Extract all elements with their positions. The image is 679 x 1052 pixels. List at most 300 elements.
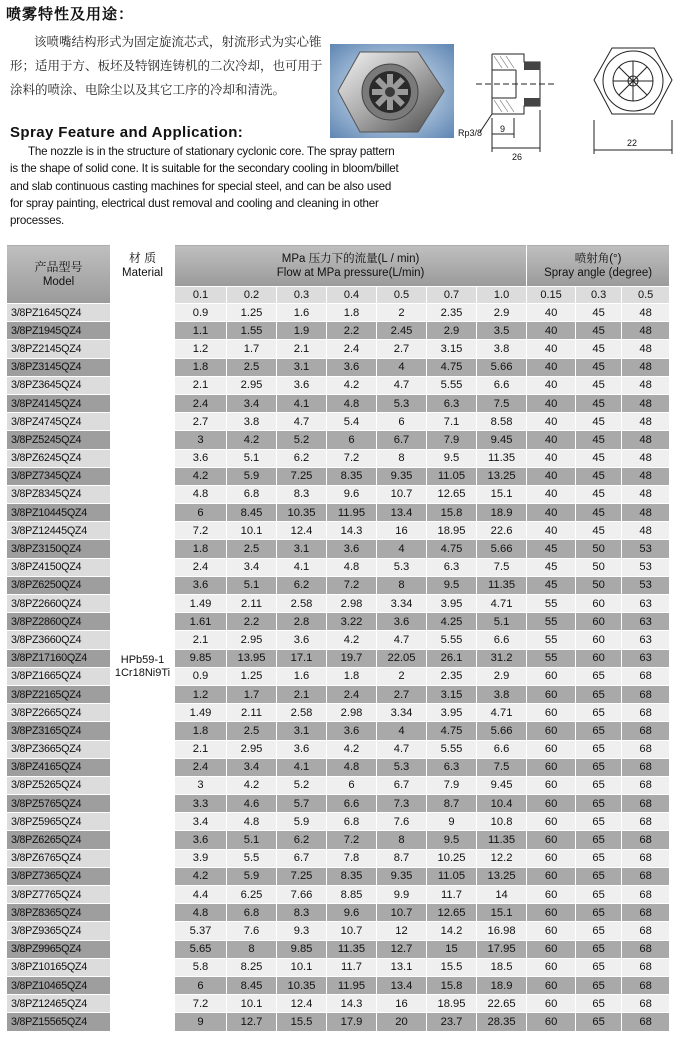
value-cell: 60 [576, 613, 622, 631]
model-cell: 3/8PZ12445QZ4 [7, 522, 111, 540]
value-cell: 48 [622, 376, 670, 394]
table-row [7, 522, 670, 540]
value-cell: 2.11 [227, 704, 277, 722]
value-cell: 3.8 [477, 340, 527, 358]
value-cell: 60 [527, 685, 576, 703]
value-cell: 60 [527, 704, 576, 722]
value-cell: 2.11 [227, 595, 277, 613]
value-cell: 40 [527, 376, 576, 394]
value-cell: 13.4 [377, 976, 427, 994]
value-cell: 13.95 [227, 649, 277, 667]
value-cell: 11.35 [477, 831, 527, 849]
value-cell: 3.22 [327, 613, 377, 631]
value-cell: 8.7 [377, 849, 427, 867]
value-cell: 2.8 [277, 613, 327, 631]
value-cell: 68 [622, 867, 670, 885]
value-cell: 68 [622, 886, 670, 904]
value-cell: 4.1 [277, 394, 327, 412]
value-cell: 2.4 [327, 340, 377, 358]
value-cell: 68 [622, 795, 670, 813]
value-cell: 48 [622, 522, 670, 540]
value-cell: 3.34 [377, 704, 427, 722]
value-cell: 7.25 [277, 867, 327, 885]
spec-table-body [7, 304, 670, 1032]
table-row [7, 667, 670, 685]
model-cell: 3/8PZ15565QZ4 [7, 1013, 111, 1031]
value-cell: 4.2 [175, 867, 227, 885]
value-cell: 28.35 [477, 1013, 527, 1031]
value-cell: 1.2 [175, 340, 227, 358]
table-row [7, 322, 670, 340]
model-cell: 3/8PZ1665QZ4 [7, 667, 111, 685]
value-cell: 6 [327, 776, 377, 794]
value-cell: 3.6 [327, 722, 377, 740]
value-cell: 6.3 [427, 558, 477, 576]
table-row [7, 740, 670, 758]
value-cell: 60 [527, 940, 576, 958]
model-cell: 3/8PZ6245QZ4 [7, 449, 111, 467]
value-cell: 65 [576, 976, 622, 994]
value-cell: 60 [527, 758, 576, 776]
value-cell: 60 [527, 849, 576, 867]
value-cell: 1.7 [227, 340, 277, 358]
value-cell: 53 [622, 558, 670, 576]
value-cell: 8 [377, 576, 427, 594]
value-cell: 9 [175, 1013, 227, 1031]
value-cell: 68 [622, 740, 670, 758]
value-cell: 10.1 [227, 522, 277, 540]
table-row [7, 558, 670, 576]
value-cell: 60 [527, 995, 576, 1013]
value-cell: 1.8 [175, 540, 227, 558]
value-cell: 2.9 [427, 322, 477, 340]
table-row [7, 940, 670, 958]
value-cell: 18.95 [427, 522, 477, 540]
value-cell: 4.1 [277, 558, 327, 576]
value-cell: 48 [622, 449, 670, 467]
value-cell: 5.1 [477, 613, 527, 631]
value-cell: 10.8 [477, 813, 527, 831]
value-cell: 12.7 [227, 1013, 277, 1031]
model-cell: 3/8PZ2860QZ4 [7, 613, 111, 631]
value-cell: 15.5 [277, 1013, 327, 1031]
value-cell: 60 [527, 813, 576, 831]
value-cell: 5.1 [227, 576, 277, 594]
value-cell: 8.3 [277, 904, 327, 922]
value-cell: 5.2 [277, 431, 327, 449]
model-cell: 3/8PZ10465QZ4 [7, 976, 111, 994]
value-cell: 5.3 [377, 394, 427, 412]
value-cell: 4.75 [427, 540, 477, 558]
value-cell: 12.65 [427, 904, 477, 922]
value-cell: 6 [327, 431, 377, 449]
value-cell: 40 [527, 413, 576, 431]
value-cell: 3.4 [227, 558, 277, 576]
value-cell: 7.2 [175, 995, 227, 1013]
value-cell: 5.66 [477, 358, 527, 376]
value-cell: 1.8 [175, 358, 227, 376]
table-row [7, 649, 670, 667]
value-cell: 11.7 [427, 886, 477, 904]
value-cell: 15.8 [427, 504, 477, 522]
value-cell: 3.1 [277, 540, 327, 558]
value-cell: 48 [622, 431, 670, 449]
value-cell: 5.66 [477, 722, 527, 740]
value-cell: 5.37 [175, 922, 227, 940]
value-cell: 0.9 [175, 304, 227, 322]
value-cell: 9.3 [277, 922, 327, 940]
nozzle-end-view-drawing [590, 42, 676, 172]
value-cell: 8.7 [427, 795, 477, 813]
model-cell: 3/8PZ6765QZ4 [7, 849, 111, 867]
value-cell: 45 [576, 522, 622, 540]
value-cell: 65 [576, 940, 622, 958]
value-cell: 63 [622, 613, 670, 631]
heading-cn: 喷雾特性及用途： [6, 5, 135, 23]
value-cell: 10.4 [477, 795, 527, 813]
material-line1: HPb59-1 [120, 654, 165, 667]
value-cell: 40 [527, 431, 576, 449]
value-cell: 7.2 [327, 449, 377, 467]
model-cell: 3/8PZ4150QZ4 [7, 558, 111, 576]
value-cell: 4.71 [477, 704, 527, 722]
value-cell: 1.25 [227, 304, 277, 322]
value-cell: 4 [377, 540, 427, 558]
value-cell: 3 [175, 431, 227, 449]
value-cell: 60 [527, 831, 576, 849]
value-cell: 48 [622, 413, 670, 431]
value-cell: 8.58 [477, 413, 527, 431]
value-cell: 2 [377, 304, 427, 322]
value-cell: 7.5 [477, 758, 527, 776]
model-cell: 3/8PZ17160QZ4 [7, 649, 111, 667]
value-cell: 10.35 [277, 976, 327, 994]
value-cell: 4.75 [427, 722, 477, 740]
value-cell: 68 [622, 704, 670, 722]
value-cell: 40 [527, 467, 576, 485]
value-cell: 22.65 [477, 995, 527, 1013]
value-cell: 3.8 [227, 413, 277, 431]
value-cell: 6.6 [477, 740, 527, 758]
value-cell: 40 [527, 485, 576, 503]
value-cell: 20 [377, 1013, 427, 1031]
table-row [7, 958, 670, 976]
table-row [7, 831, 670, 849]
value-cell: 45 [576, 376, 622, 394]
value-cell: 10.35 [277, 504, 327, 522]
value-cell: 65 [576, 722, 622, 740]
value-cell: 2.1 [175, 631, 227, 649]
value-cell: 7.1 [427, 413, 477, 431]
value-cell: 3.4 [175, 813, 227, 831]
value-cell: 4.2 [227, 776, 277, 794]
value-cell: 60 [527, 886, 576, 904]
model-cell: 3/8PZ1645QZ4 [7, 304, 111, 322]
value-cell: 2.7 [377, 685, 427, 703]
angle-pressure-header: 0.15 [527, 287, 576, 304]
value-cell: 1.61 [175, 613, 227, 631]
value-cell: 65 [576, 704, 622, 722]
value-cell: 45 [527, 576, 576, 594]
value-cell: 9.6 [327, 904, 377, 922]
value-cell: 17.95 [477, 940, 527, 958]
value-cell: 6 [175, 976, 227, 994]
value-cell: 12.4 [277, 522, 327, 540]
value-cell: 2.4 [175, 394, 227, 412]
value-cell: 7.3 [377, 795, 427, 813]
value-cell: 4.8 [327, 758, 377, 776]
table-row [7, 394, 670, 412]
model-cell: 3/8PZ9965QZ4 [7, 940, 111, 958]
value-cell: 65 [576, 958, 622, 976]
value-cell: 11.7 [327, 958, 377, 976]
value-cell: 6.2 [277, 831, 327, 849]
value-cell: 6.8 [327, 813, 377, 831]
value-cell: 40 [527, 504, 576, 522]
value-cell: 13.25 [477, 867, 527, 885]
value-cell: 2.98 [327, 595, 377, 613]
flow-header: MPa 压力下的流量(L / min) Flow at MPa pressure(L/min) [175, 245, 527, 287]
value-cell: 2.5 [227, 358, 277, 376]
table-row [7, 704, 670, 722]
value-cell: 2.95 [227, 740, 277, 758]
value-cell: 3 [175, 776, 227, 794]
value-cell: 48 [622, 467, 670, 485]
value-cell: 2.5 [227, 722, 277, 740]
table-row [7, 886, 670, 904]
value-cell: 17.1 [277, 649, 327, 667]
value-cell: 3.15 [427, 340, 477, 358]
value-cell: 45 [576, 358, 622, 376]
spec-table [6, 244, 670, 1032]
value-cell: 2.95 [227, 376, 277, 394]
value-cell: 5.1 [227, 831, 277, 849]
table-row [7, 413, 670, 431]
value-cell: 55 [527, 631, 576, 649]
value-cell: 5.7 [277, 795, 327, 813]
model-cell: 3/8PZ1945QZ4 [7, 322, 111, 340]
value-cell: 50 [576, 558, 622, 576]
value-cell: 50 [576, 540, 622, 558]
value-cell: 6 [377, 413, 427, 431]
angle-pressure-header: 0.3 [576, 287, 622, 304]
value-cell: 1.1 [175, 322, 227, 340]
nozzle-section-drawing [456, 40, 586, 170]
value-cell: 65 [576, 867, 622, 885]
value-cell: 8.45 [227, 976, 277, 994]
value-cell: 9 [427, 813, 477, 831]
value-cell: 60 [527, 958, 576, 976]
value-cell: 5.3 [377, 558, 427, 576]
model-cell: 3/8PZ7365QZ4 [7, 867, 111, 885]
value-cell: 3.95 [427, 704, 477, 722]
value-cell: 2.4 [175, 758, 227, 776]
value-cell: 2.1 [277, 685, 327, 703]
angle-header: 喷射角(°) Spray angle (degree) [527, 245, 670, 287]
value-cell: 2.95 [227, 631, 277, 649]
model-cell: 3/8PZ3660QZ4 [7, 631, 111, 649]
value-cell: 2.9 [477, 304, 527, 322]
value-cell: 65 [576, 740, 622, 758]
value-cell: 18.9 [477, 504, 527, 522]
value-cell: 11.35 [477, 576, 527, 594]
value-cell: 13.25 [477, 467, 527, 485]
value-cell: 4.4 [175, 886, 227, 904]
value-cell: 8.35 [327, 467, 377, 485]
value-cell: 3.8 [477, 685, 527, 703]
value-cell: 1.9 [277, 322, 327, 340]
value-cell: 48 [622, 394, 670, 412]
value-cell: 8 [227, 940, 277, 958]
value-cell: 4.8 [227, 813, 277, 831]
flow-pressure-header: 0.5 [377, 287, 427, 304]
value-cell: 48 [622, 504, 670, 522]
value-cell: 3.1 [277, 358, 327, 376]
value-cell: 53 [622, 576, 670, 594]
value-cell: 60 [527, 722, 576, 740]
value-cell: 3.15 [427, 685, 477, 703]
value-cell: 19.7 [327, 649, 377, 667]
value-cell: 65 [576, 795, 622, 813]
value-cell: 12 [377, 922, 427, 940]
value-cell: 45 [576, 485, 622, 503]
table-row [7, 922, 670, 940]
dim-9-label: 9 [500, 124, 506, 134]
value-cell: 4 [377, 358, 427, 376]
value-cell: 6 [175, 504, 227, 522]
value-cell: 5.55 [427, 376, 477, 394]
model-cell: 3/8PZ3150QZ4 [7, 540, 111, 558]
value-cell: 6.6 [477, 376, 527, 394]
value-cell: 7.25 [277, 467, 327, 485]
table-row [7, 431, 670, 449]
value-cell: 68 [622, 776, 670, 794]
table-row [7, 631, 670, 649]
value-cell: 65 [576, 1013, 622, 1031]
value-cell: 5.65 [175, 940, 227, 958]
value-cell: 55 [527, 595, 576, 613]
value-cell: 8.3 [277, 485, 327, 503]
value-cell: 26.1 [427, 649, 477, 667]
value-cell: 3.6 [377, 613, 427, 631]
value-cell: 68 [622, 940, 670, 958]
model-cell: 3/8PZ10445QZ4 [7, 504, 111, 522]
value-cell: 68 [622, 758, 670, 776]
value-cell: 65 [576, 813, 622, 831]
value-cell: 9.45 [477, 431, 527, 449]
value-cell: 48 [622, 485, 670, 503]
value-cell: 8 [377, 831, 427, 849]
model-cell: 3/8PZ2665QZ4 [7, 704, 111, 722]
model-cell: 3/8PZ8345QZ4 [7, 485, 111, 503]
value-cell: 5.9 [227, 467, 277, 485]
model-cell: 3/8PZ5965QZ4 [7, 813, 111, 831]
value-cell: 1.6 [277, 667, 327, 685]
value-cell: 6.2 [277, 576, 327, 594]
value-cell: 9.35 [377, 467, 427, 485]
value-cell: 2.35 [427, 304, 477, 322]
model-cell: 3/8PZ5245QZ4 [7, 431, 111, 449]
model-cell: 3/8PZ7345QZ4 [7, 467, 111, 485]
value-cell: 3.34 [377, 595, 427, 613]
nozzle-photo [330, 44, 454, 138]
value-cell: 40 [527, 340, 576, 358]
value-cell: 9.85 [277, 940, 327, 958]
value-cell: 60 [527, 904, 576, 922]
model-header: 产品型号 Model [7, 245, 111, 304]
value-cell: 10.25 [427, 849, 477, 867]
value-cell: 2.9 [477, 667, 527, 685]
value-cell: 22.6 [477, 522, 527, 540]
model-cell: 3/8PZ7765QZ4 [7, 886, 111, 904]
model-cell: 3/8PZ3665QZ4 [7, 740, 111, 758]
value-cell: 63 [622, 595, 670, 613]
value-cell: 15 [427, 940, 477, 958]
value-cell: 8 [377, 449, 427, 467]
value-cell: 60 [527, 1013, 576, 1031]
value-cell: 40 [527, 304, 576, 322]
value-cell: 9.9 [377, 886, 427, 904]
value-cell: 3.6 [327, 358, 377, 376]
value-cell: 60 [527, 922, 576, 940]
value-cell: 9.45 [477, 776, 527, 794]
value-cell: 1.55 [227, 322, 277, 340]
model-cell: 3/8PZ9365QZ4 [7, 922, 111, 940]
value-cell: 65 [576, 667, 622, 685]
value-cell: 65 [576, 685, 622, 703]
value-cell: 12.65 [427, 485, 477, 503]
value-cell: 45 [576, 322, 622, 340]
value-cell: 2.58 [277, 704, 327, 722]
table-row [7, 685, 670, 703]
table-row [7, 867, 670, 885]
table-row [7, 776, 670, 794]
value-cell: 5.3 [377, 758, 427, 776]
value-cell: 6.7 [277, 849, 327, 867]
value-cell: 5.9 [277, 813, 327, 831]
value-cell: 2.45 [377, 322, 427, 340]
value-cell: 3.6 [327, 540, 377, 558]
value-cell: 65 [576, 922, 622, 940]
value-cell: 6.8 [227, 904, 277, 922]
value-cell: 11.05 [427, 867, 477, 885]
value-cell: 68 [622, 831, 670, 849]
value-cell: 6.25 [227, 886, 277, 904]
table-row [7, 1013, 670, 1031]
value-cell: 4.2 [227, 431, 277, 449]
table-row [7, 813, 670, 831]
value-cell: 7.5 [477, 394, 527, 412]
value-cell: 50 [576, 576, 622, 594]
value-cell: 60 [576, 631, 622, 649]
table-row [7, 540, 670, 558]
model-cell: 3/8PZ6250QZ4 [7, 576, 111, 594]
value-cell: 8.35 [327, 867, 377, 885]
value-cell: 3.1 [277, 722, 327, 740]
value-cell: 5.1 [227, 449, 277, 467]
value-cell: 6.6 [477, 631, 527, 649]
value-cell: 4.8 [175, 485, 227, 503]
model-cell: 3/8PZ4145QZ4 [7, 394, 111, 412]
value-cell: 4.7 [277, 413, 327, 431]
value-cell: 68 [622, 995, 670, 1013]
value-cell: 48 [622, 304, 670, 322]
spec-table-container [6, 244, 669, 1032]
value-cell: 65 [576, 886, 622, 904]
flow-pressure-header: 0.3 [277, 287, 327, 304]
value-cell: 2.7 [377, 340, 427, 358]
description-cn: 该喷嘴结构形式为固定旋流芯式，射流形式为实心锥形；适用于方、板坯及特钢连铸机的二次冷却，也可用于涂料的喷涂、电除尘以及其它工序的冷却和清洗。 [10, 34, 323, 97]
